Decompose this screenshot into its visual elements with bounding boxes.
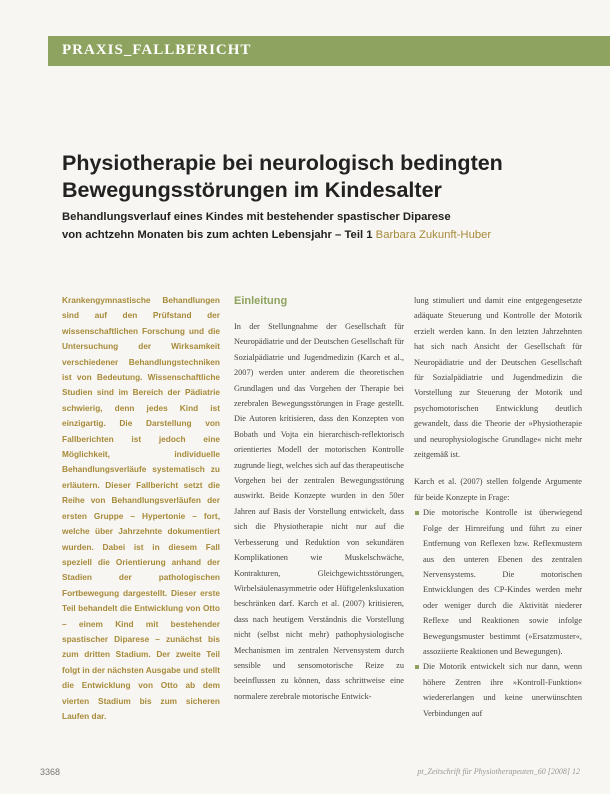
paragraph-gap [414,462,582,474]
body-paragraph: In der Stellungnahme der Gesellschaft für Neuropädiatrie und der Deutschen Gesellschaft für Sozialpädiatrie und Jugendmedizin (Karch et al., 2007) werden unter anderem die theoretischen Grundlagen und das Vorgehen der Therapie bei zerebralen Bewegungsstörungen in Frage gestellt. Die Autoren kritisieren, dass den Konzepten von Bobath und Vojta ein hierarchisch-reflektorisch orientiertes Modell der motorischen Kontrolle zugrunde liegt, welches sich auf das therapeutische Vorgehen bei der zentralen Bewegungsstörung auswirkt. Beide Konzepte wurden in den 50er Jahren auf Basis der Vorstellung entwickelt, dass sich die Physiotherapie nicht nur auf die Verbesserung und Reduktion von sekundären Komplikationen wie Muskelschwäche, Kontrakturen, Gleichgewichtsstörungen, Wirbelsäulenasymmetrie oder Hüftgelenksluxation beschränken darf. Karch et al. (2007) kritisieren, dass nach heutigem Verständnis die Vorstellung nicht (selbst nicht mehr) pathophysiologische Mechanismen im zentralen Nervensystem durch sensible und sensomotorische Reize zu beeinflussen zu können, dass schrittweise eine normalere zerebrale motorische Entwick- [234,322,404,701]
article-subtitle [62,208,602,244]
intro-text: Krankengymnastische Behandlungen sind auf den Prüfstand der wissenschaftlichen Forschung und die Untersuchung der Wirksamkeit verschiedener Behandlungstechniken ist von Bedeutung. Wissenschaftliche Studien sind im Bereich der Pädiatrie schwierig, denn jedes Kind ist einzigartig. Die Darstellung von Fallberichten ist jedoch eine Möglichkeit, individuelle Behandlungsverläufe systematisch zu erläutern. Dieser Fallbericht setzt die Reihe von Behandlungsverläufen der ersten Gruppe – Hypertonie – fort, welche über Jahrzehnte dokumentiert wurden. Dabei ist in diesem Fall speziell die Orientierung anhand der Stadien der pathologischen Fortbewegung dargestellt. Dieser erste Teil behandelt die Entwicklung von Otto – einem Kind mit bestehender spastischer Diparese – zunächst bis zum dritten Stadium. Der zweite Teil folgt in der nächsten Ausgabe und stellt die Entwicklung von Otto ab dem vierten Stadium bis zum sicheren Laufen dar. [62,295,220,721]
article-title [62,150,592,204]
body-paragraph: lung stimuliert und damit eine entgegengesetzte adäquate Steuerung und Kontrolle der Motorik erzielt werden kann. In den letzten Jahrzehnten hat sich nach Ansicht der Gesellschaft für Neuropädiatrie und der Deutschen Gesellschaft für Sozialpädiatrie und Jugendmedizin die Vorstellung zur Steuerung der Motorik und psychomotorischen Entwicklung deutlich gewandelt, dass die Theorie der »Physiotherapie und neurophysiologische Grundlage« nicht mehr zeitgemäß ist. [414,296,582,460]
list-item: Die Motorik entwickelt sich nur dann, wenn höhere Zentren ihre »Kontroll-Funktion« wiedererlangen und keine unerwünschten Verbindungen auf [414,659,582,721]
subtitle-line-2: von achtzehn Monaten bis zum achten Lebensjahr – Teil 1 [62,229,373,241]
section-heading: Einleitung [234,295,288,307]
subtitle-line-1: Behandlungsverlauf eines Kindes mit bestehender spastischer Diparese [62,211,451,223]
section-banner [48,36,610,66]
title-line-2: Bewegungsstörungen im Kindesalter [62,178,442,202]
body-column-1 [234,293,404,704]
argument-lead: Karch et al. (2007) stellen folgende Argumente für beide Konzepte in Frage: [414,477,582,502]
page-number: 3368 [40,767,61,777]
intro-column [62,293,220,724]
author-name: Barbara Zukunft-Huber [375,229,492,241]
journal-footer: pt_Zeitschrift für Physiotherapeuten_60 [2008] 12 [417,767,580,776]
section-label: PRAXIS_FALLBERICHT [62,42,252,58]
argument-list [414,505,582,721]
title-line-1: Physiotherapie bei neurologisch bedingten [62,151,503,175]
body-column-2 [414,293,582,721]
list-item: Die motorische Kontrolle ist überwiegend Folge der Hirnreifung und führt zu einer Entfernung von Reflexen bzw. Reflexmustern aus den unteren Ebenen des zentralen Nervensystems. Die motorischen Entwicklungen des CP-Kindes werden mehr oder weniger durch die Aktivität niederer Reflexe und Reaktionen sowie infolge Bewegungsmuster bestimmt (»Ersatzmuster«, assoziierte Reaktionen und Bewegungen). [414,505,582,659]
